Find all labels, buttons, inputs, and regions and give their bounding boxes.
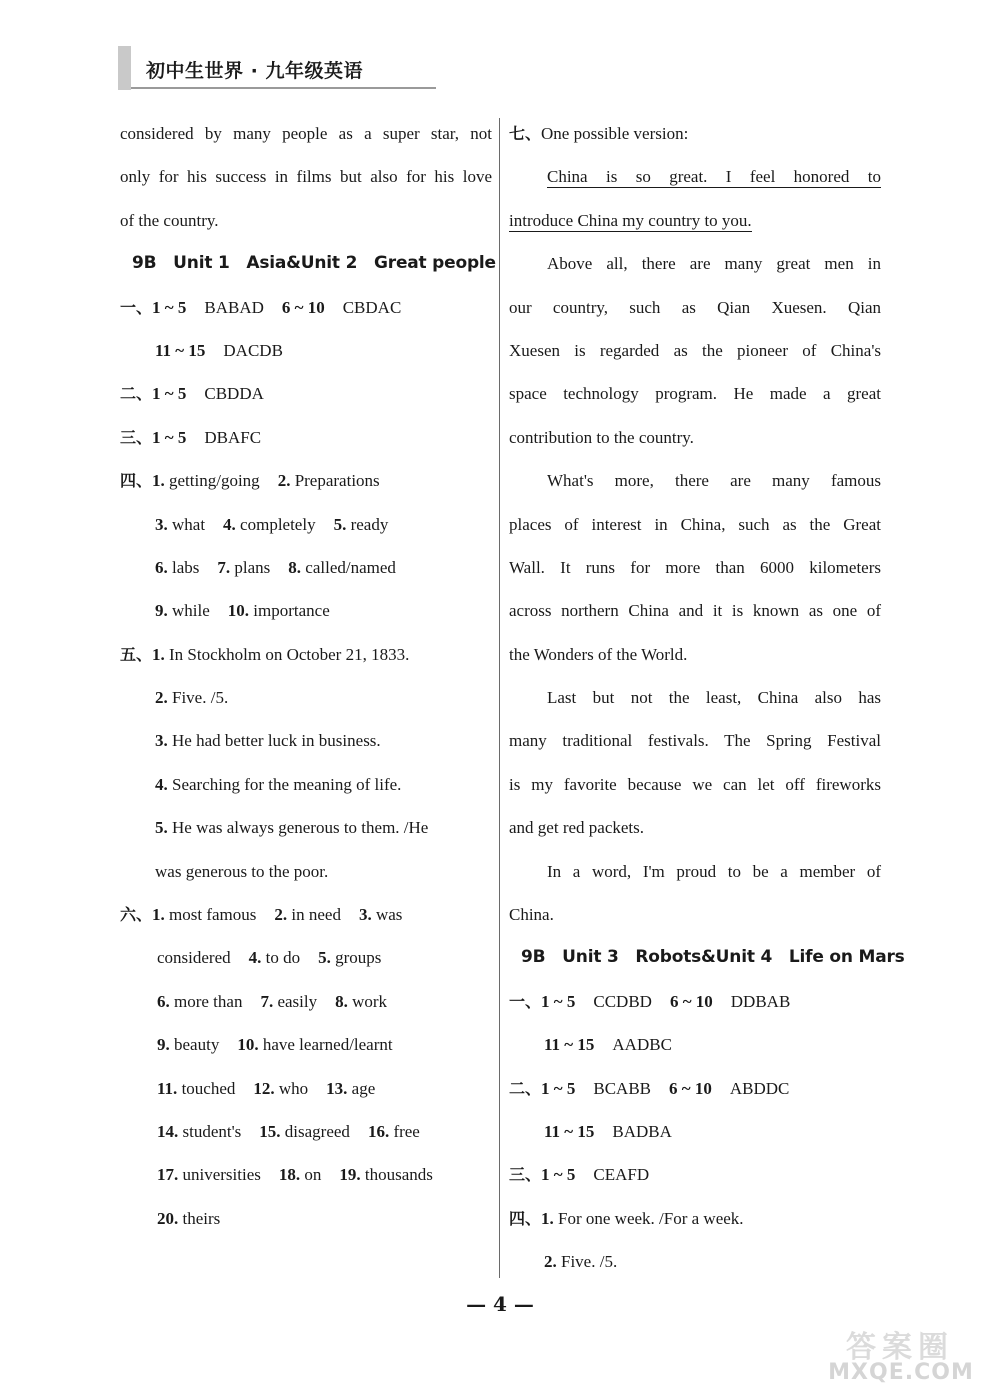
answer-line: 七、One possible version: bbox=[509, 124, 689, 143]
book-title: 初中生世界 · 九年级英语 bbox=[146, 60, 363, 82]
text-line: considered by many people as a super star, not bbox=[120, 124, 492, 143]
text-line: the Wonders of the World. bbox=[509, 644, 688, 664]
answer-line: was generous to the poor. bbox=[155, 861, 329, 881]
section-number: 三、 bbox=[509, 1165, 542, 1185]
text-line: space technology program. He made a great bbox=[509, 384, 881, 404]
answer-line: 9. while 10. importance bbox=[155, 601, 330, 621]
answer-line: 5. He was always generous to them. /He bbox=[155, 818, 429, 838]
header-rule bbox=[131, 87, 436, 89]
section-number: 四、 bbox=[120, 471, 153, 491]
section-number: 二、 bbox=[509, 1078, 542, 1098]
answer-line: 4. Searching for the meaning of life. bbox=[155, 774, 402, 794]
answer-line: 三、1 ~ 5 DBAFC bbox=[120, 427, 262, 447]
watermark-logo-text: 答案圈 bbox=[846, 1330, 954, 1365]
answer-line: 9. beauty 10. have learned/learnt bbox=[157, 1035, 393, 1055]
text-line: across northern China and it is known as one of bbox=[509, 601, 881, 621]
text-line: contribution to the country. bbox=[509, 427, 694, 447]
answer-line: 四、1. For one week. /For a week. bbox=[509, 1208, 744, 1228]
watermark-logo bbox=[806, 1322, 996, 1388]
header-accent-bar bbox=[118, 46, 131, 90]
answer-line: 17. universities 18. on 19. thousands bbox=[157, 1165, 433, 1185]
section-number: 三、 bbox=[120, 427, 153, 447]
answer-line: 11 ~ 15 BADBA bbox=[544, 1121, 672, 1141]
answer-line: 11. touched 12. who 13. age bbox=[157, 1078, 376, 1098]
answer-line: 六、1. most famous 2. in need 3. was bbox=[120, 905, 403, 925]
text-line: Last but not the least, China also has bbox=[547, 688, 881, 708]
page-number: — 4 — bbox=[466, 1292, 534, 1316]
text-line: of the country. bbox=[120, 210, 219, 230]
text-line: Above all, there are many great men in bbox=[547, 254, 881, 274]
text-line: many traditional festivals. The Spring Festival bbox=[509, 731, 881, 751]
text-line: China. bbox=[509, 905, 554, 925]
section-number: 一、 bbox=[509, 991, 542, 1011]
text-line: places of interest in China, such as the Great bbox=[509, 514, 881, 534]
section-number: 七、 bbox=[509, 124, 542, 143]
answer-line: 三、1 ~ 5 CEAFD bbox=[509, 1165, 650, 1185]
text-line: In a word, I'm proud to be a member of bbox=[547, 861, 881, 881]
answer-line: considered 4. to do 5. groups bbox=[157, 948, 382, 968]
section-number: 六、 bbox=[120, 905, 153, 925]
text-line: Wall. It runs for more than 6000 kilometers bbox=[509, 557, 881, 577]
answer-line: 6. more than 7. easily 8. work bbox=[157, 991, 388, 1011]
answer-line: 2. Five. /5. bbox=[155, 688, 229, 708]
text-line: our country, such as Qian Xuesen. Qian bbox=[509, 297, 881, 317]
unit-heading: 9B Unit 3 Robots&Unit 4 Life on Mars bbox=[521, 947, 905, 968]
section-number: 一、 bbox=[120, 297, 153, 317]
text-line: Xuesen is regarded as the pioneer of China's bbox=[509, 340, 881, 360]
left-column bbox=[120, 112, 496, 1240]
section-number: 二、 bbox=[120, 384, 153, 404]
answer-line: 一、1 ~ 5 CCDBD 6 ~ 10 DDBAB bbox=[509, 991, 791, 1011]
watermark-url: MXQE.COM bbox=[828, 1360, 974, 1385]
answer-line: 五、1. In Stockholm on October 21, 1833. bbox=[120, 644, 410, 664]
answer-line: 14. student's 15. disagreed 16. free bbox=[157, 1121, 420, 1141]
answer-line: 3. He had better luck in business. bbox=[155, 731, 381, 751]
answer-line: 11 ~ 15 AADBC bbox=[544, 1035, 672, 1055]
answer-line: 二、1 ~ 5 BCABB 6 ~ 10 ABDDC bbox=[509, 1078, 790, 1098]
answer-line: 6. labs 7. plans 8. called/named bbox=[155, 557, 396, 577]
unit-heading: 9B Unit 1 Asia&Unit 2 Great people bbox=[132, 253, 496, 274]
right-column bbox=[509, 112, 905, 1284]
answer-line: 一、1 ~ 5 BABAD 6 ~ 10 CBDAC bbox=[120, 297, 402, 317]
answer-line: 20. theirs bbox=[157, 1208, 221, 1228]
answer-line: 二、1 ~ 5 CBDDA bbox=[120, 384, 264, 404]
section-number: 五、 bbox=[120, 644, 153, 664]
section-number: 四、 bbox=[509, 1208, 542, 1228]
essay-title-line: introduce China my country to you. bbox=[509, 210, 752, 230]
answer-line: 2. Five. /5. bbox=[544, 1252, 618, 1272]
text-line: What's more, there are many famous bbox=[547, 471, 881, 491]
answer-line: 四、1. getting/going 2. Preparations bbox=[120, 471, 380, 491]
answer-line: 3. what 4. completely 5. ready bbox=[155, 514, 389, 534]
text-line: only for his success in films but also for his love bbox=[120, 167, 492, 187]
column-divider bbox=[499, 118, 500, 1278]
text-line: and get red packets. bbox=[509, 818, 644, 838]
answer-line: 11 ~ 15 DACDB bbox=[155, 340, 283, 360]
essay-title-line: China is so great. I feel honored to bbox=[547, 167, 881, 187]
text-line: is my favorite because we can let off fireworks bbox=[509, 774, 881, 794]
